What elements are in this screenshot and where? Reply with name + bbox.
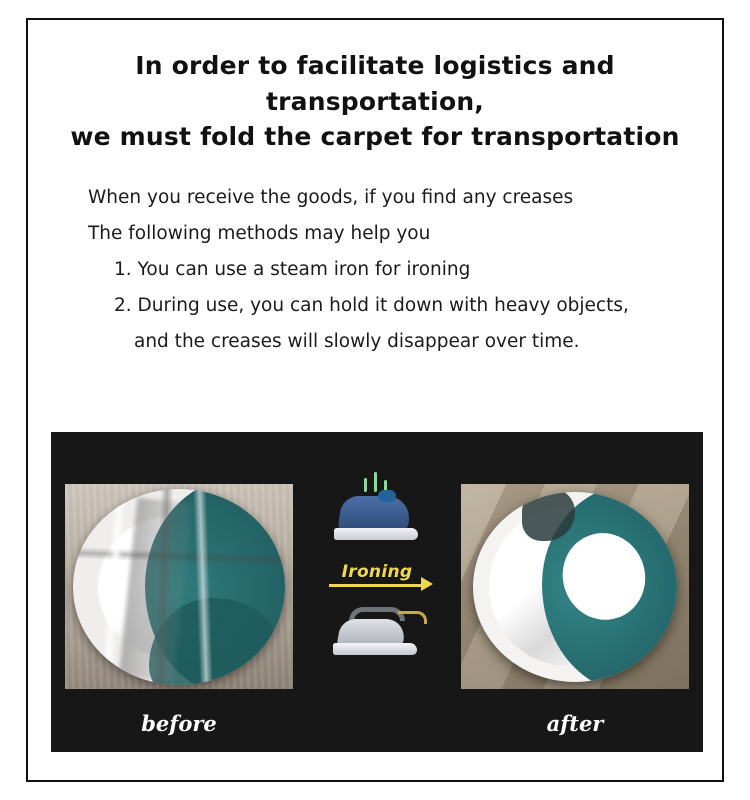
before-photo <box>65 484 293 689</box>
iron-body <box>337 619 408 645</box>
iron-body <box>338 496 413 530</box>
ironing-callout <box>317 488 437 667</box>
comparison-photo-block <box>51 432 703 752</box>
headline-line-1: In order to facilitate logistics and transportation, <box>135 51 615 116</box>
instruction-step-1: 1. You can use a steam iron for ironing <box>114 259 471 281</box>
ironing-label <box>323 562 431 587</box>
steam-icon <box>364 478 367 492</box>
caption-after: after <box>546 711 604 736</box>
page-border-frame <box>26 18 724 782</box>
caption-before: before <box>141 711 217 736</box>
instruction-line-1: When you receive the goods, if you find any creases <box>88 187 574 208</box>
carpet-creased <box>73 489 285 685</box>
instruction-step-2-continued: and the creases will slowly disappear over time. <box>134 331 580 353</box>
page-title <box>28 48 722 155</box>
iron-soleplate <box>333 643 417 655</box>
instruction-step-2: 2. During use, you can hold it down with heavy objects, <box>114 295 629 317</box>
ironing-underline <box>329 584 425 587</box>
instruction-line-2: The following methods may help you <box>88 223 431 245</box>
after-photo <box>461 484 689 689</box>
arrow-right-icon <box>421 577 433 591</box>
headline-line-2: we must fold the carpet for transportation <box>70 122 680 151</box>
steam-icon <box>374 472 377 492</box>
ironing-label-text: Ironing <box>341 562 413 582</box>
carpet-smooth <box>473 492 677 682</box>
instructions-text <box>88 180 688 360</box>
iron-cord <box>398 611 427 624</box>
steam-iron-icon <box>334 488 420 554</box>
iron-knob <box>378 490 396 502</box>
iron-soleplate <box>334 528 418 540</box>
iron-icon <box>331 605 423 667</box>
